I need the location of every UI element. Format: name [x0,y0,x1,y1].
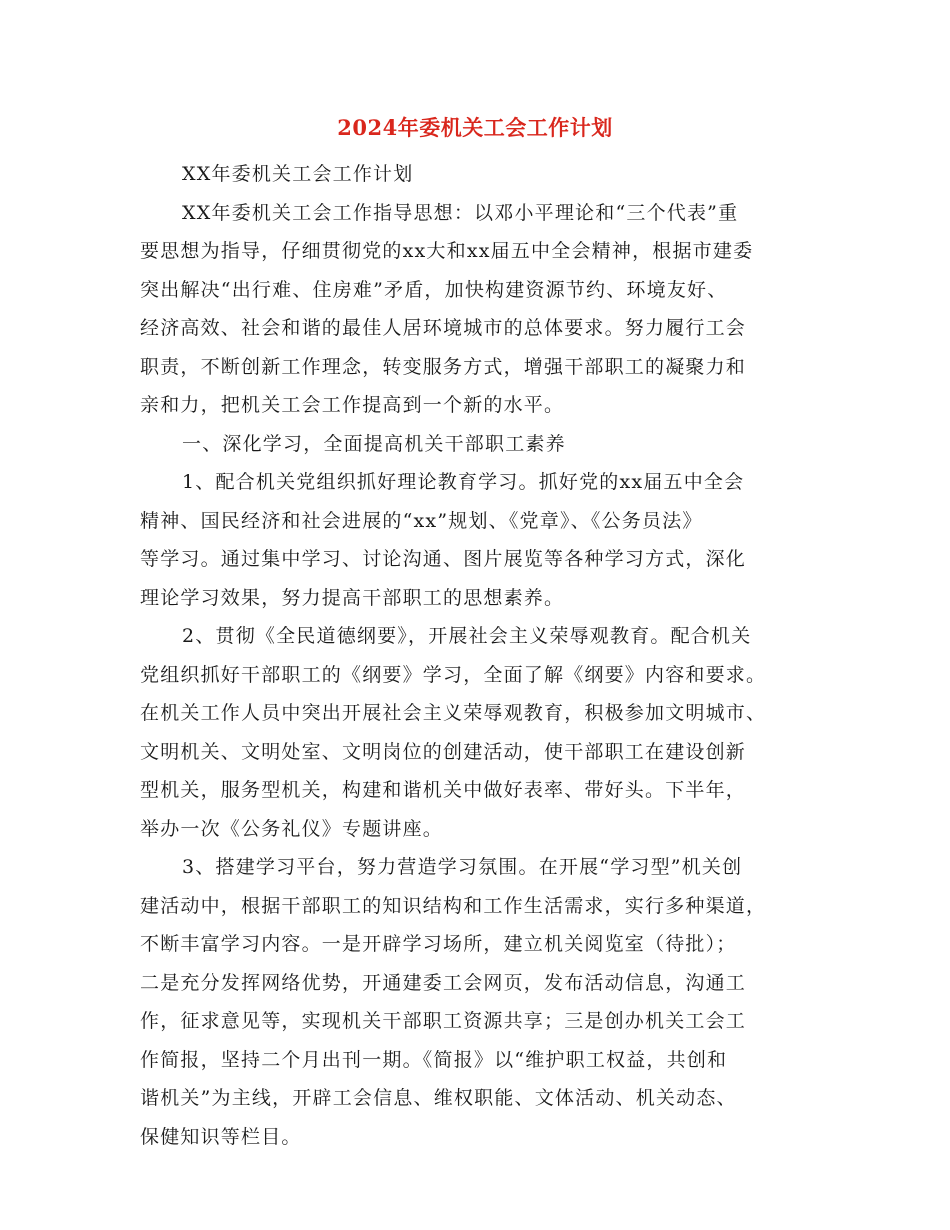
document-body [140,155,812,1156]
body-line: 精神、国民经济和社会进展的“xx”规划、《党章》、《公务员法》 [140,509,703,532]
body-line: 2、贯彻《全民道德纲要》，开展社会主义荣辱观教育。配合机关 [182,625,752,647]
body-line: 职责，不断创新工作理念，转变服务方式，增强干部职工的凝聚力和 [140,355,747,378]
body-line: 谐机关”为主线，开辟工会信息、维权职能、文体活动、机关动态、 [140,1087,737,1109]
body-line: 3、搭建学习平台，努力营造学习氛围。在开展“学习型”机关创 [182,856,743,878]
body-line: 理论学习效果，努力提高干部职工的思想素养。 [140,586,565,609]
body-line: 举办一次《公务礼仪》专题讲座。 [140,817,444,840]
body-line: 1、配合机关党组织抓好理论教育学习。抓好党的xx届五中全会 [182,471,745,493]
document-title: 2024年委机关工会工作计划 [337,115,613,140]
body-line: 二是充分发挥网络优势，开通建委工会网页，发布活动信息，沟通工 [140,971,747,994]
body-line: 等学习。通过集中学习、讨论沟通、图片展览等各种学习方式，深化 [140,548,747,570]
body-line: 建活动中，根据干部职工的知识结构和工作生活需求，实行多种渠道， [140,894,767,917]
body-line: 作简报，坚持二个月出刊一期。《简报》以“维护职工权益，共创和 [140,1048,728,1071]
body-line: 在机关工作人员中突出开展社会主义荣辱观教育，积极参加文明城市、 [140,702,767,724]
body-line: 党组织抓好干部职工的《纲要》学习，全面了解《纲要》内容和要求。 [140,663,767,686]
body-line: 要思想为指导，仔细贯彻党的xx大和xx届五中全会精神，根据市建委 [140,240,754,262]
body-line: 不断丰富学习内容。一是开辟学习场所，建立机关阅览室（待批）； [140,933,737,955]
body-line: XX年委机关工会工作指导思想：以邓小平理论和“三个代表”重 [182,201,739,224]
body-line: 亲和力，把机关工会工作提高到一个新的水平。 [140,394,565,416]
body-line: 一、深化学习，全面提高机关干部职工素养 [182,432,566,455]
body-line: 文明机关、文明处室、文明岗位的创建活动，使干部职工在建设创新 [140,740,747,763]
body-line: 作，征求意见等，实现机关干部职工资源共享；三是创办机关工会工 [140,1010,747,1032]
body-line: 经济高效、社会和谐的最佳人居环境城市的总体要求。努力履行工会 [140,317,747,339]
body-line: 保健知识等栏目。 [140,1125,302,1148]
body-line: 型机关，服务型机关，构建和谐机关中做好表率、带好头。下半年， [140,779,747,801]
body-line: 突出解决“出行难、住房难”矛盾，加快构建资源节约、环境友好、 [140,278,728,301]
body-line: XX年委机关工会工作计划 [182,163,414,185]
